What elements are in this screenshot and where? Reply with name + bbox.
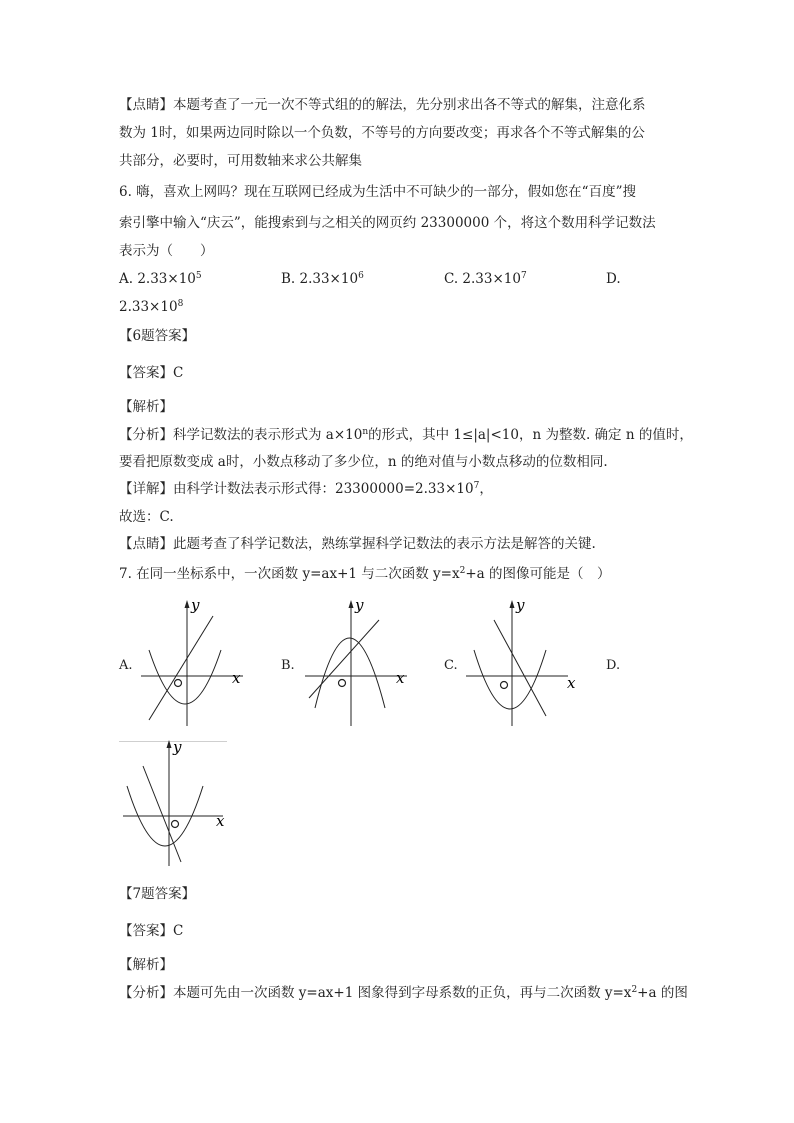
q7-b-y-label: y <box>355 596 364 614</box>
q5-tip-line-3: 共部分，必要时，可用数轴来求公共解集 <box>119 153 362 169</box>
q7-b-origin <box>339 680 346 687</box>
q6-option-b: B. $2.33\times 10^6$ <box>281 271 364 287</box>
q6-stem-line-3: 表示为（ ） <box>119 243 214 259</box>
q7-graph-b <box>299 598 419 728</box>
q6-option-d: $2.33\times 10^8$ <box>119 299 184 315</box>
q7-option-d-label: D. <box>606 658 621 673</box>
q6-analysis-label: 【解析】 <box>119 399 173 415</box>
q7-c-y-label: y <box>516 596 525 614</box>
q7-d-y-label: y <box>173 738 182 756</box>
q7-option-c-label: C. <box>444 658 458 673</box>
q6-answer: 【答案】C <box>119 365 184 381</box>
q6-choose: 故选：C. <box>119 509 174 525</box>
q7-stem: 7. 在同一坐标系中，一次函数 y=ax+1 与二次函数 $y=x^2+a$ 的图像可能是（ ） <box>119 566 611 582</box>
q7-c-origin <box>501 682 508 689</box>
q6-fenxi-line-1: 【分析】科学记数法的表示形式为 $a\times 10^n$的形式，其中 1≤|a|<10，n 为整数. 确定 n 的值时， <box>119 427 693 443</box>
q7-analysis-label: 【解析】 <box>119 957 173 973</box>
q6-answer-header: 【6题答案】 <box>119 328 196 344</box>
q7-option-b-label: B. <box>281 658 295 673</box>
q7-answer-header: 【7题答案】 <box>119 886 196 902</box>
q7-b-x-label: x <box>396 669 405 687</box>
q7-graph-c <box>460 598 580 728</box>
q7-graph-d <box>119 738 239 868</box>
q6-option-d-label: D. <box>606 271 621 287</box>
q6-option-a: A. $2.33\times 10^5$ <box>119 271 202 287</box>
q7-a-y-label: y <box>191 596 200 614</box>
q6-xiangjie: 【详解】由科学计数法表示形式得：$23300000=2.33\times 10^7$， <box>119 481 493 497</box>
q7-answer: 【答案】C <box>119 923 184 939</box>
q7-d-origin <box>172 821 179 828</box>
q6-fenxi-line-2: 要看把原数变成 a时，小数点移动了多少位，n 的绝对值与小数点移动的位数相同. <box>119 454 608 470</box>
q7-graph-a <box>135 598 255 728</box>
q7-fenxi: 【分析】本题可先由一次函数 y=ax+1 图象得到字母系数的正负，再与二次函数 $y=x^2+a$ 的图 <box>119 985 688 1001</box>
q6-tip: 【点睛】此题考查了科学记数法，熟练掌握科学记数法的表示方法是解答的关键. <box>119 536 596 552</box>
q7-a-x-label: x <box>232 669 241 687</box>
q7-c-x-label: x <box>567 674 576 692</box>
q7-a-origin <box>175 680 182 687</box>
q5-tip-line-2: 数为 1时，如果两边同时除以一个负数，不等号的方向要改变；再求各个不等式解集的公 <box>119 125 645 141</box>
q7-d-x-label: x <box>216 812 225 830</box>
q6-stem-line-1: 6. 嗨，喜欢上网吗？现在互联网已经成为生活中不可缺少的一部分，假如您在“百度”搜 <box>119 184 636 200</box>
q6-option-c: C. $2.33\times 10^7$ <box>444 271 527 287</box>
q7-option-a-label: A. <box>119 658 133 673</box>
q5-tip-line-1: 【点睛】本题考查了一元一次不等式组的的解法，先分别求出各不等式的解集，注意化系 <box>119 97 646 113</box>
q6-stem-line-2: 索引擎中输入“庆云”，能搜索到与之相关的网页约 23300000 个，将这个数用科学记数法 <box>119 215 656 231</box>
